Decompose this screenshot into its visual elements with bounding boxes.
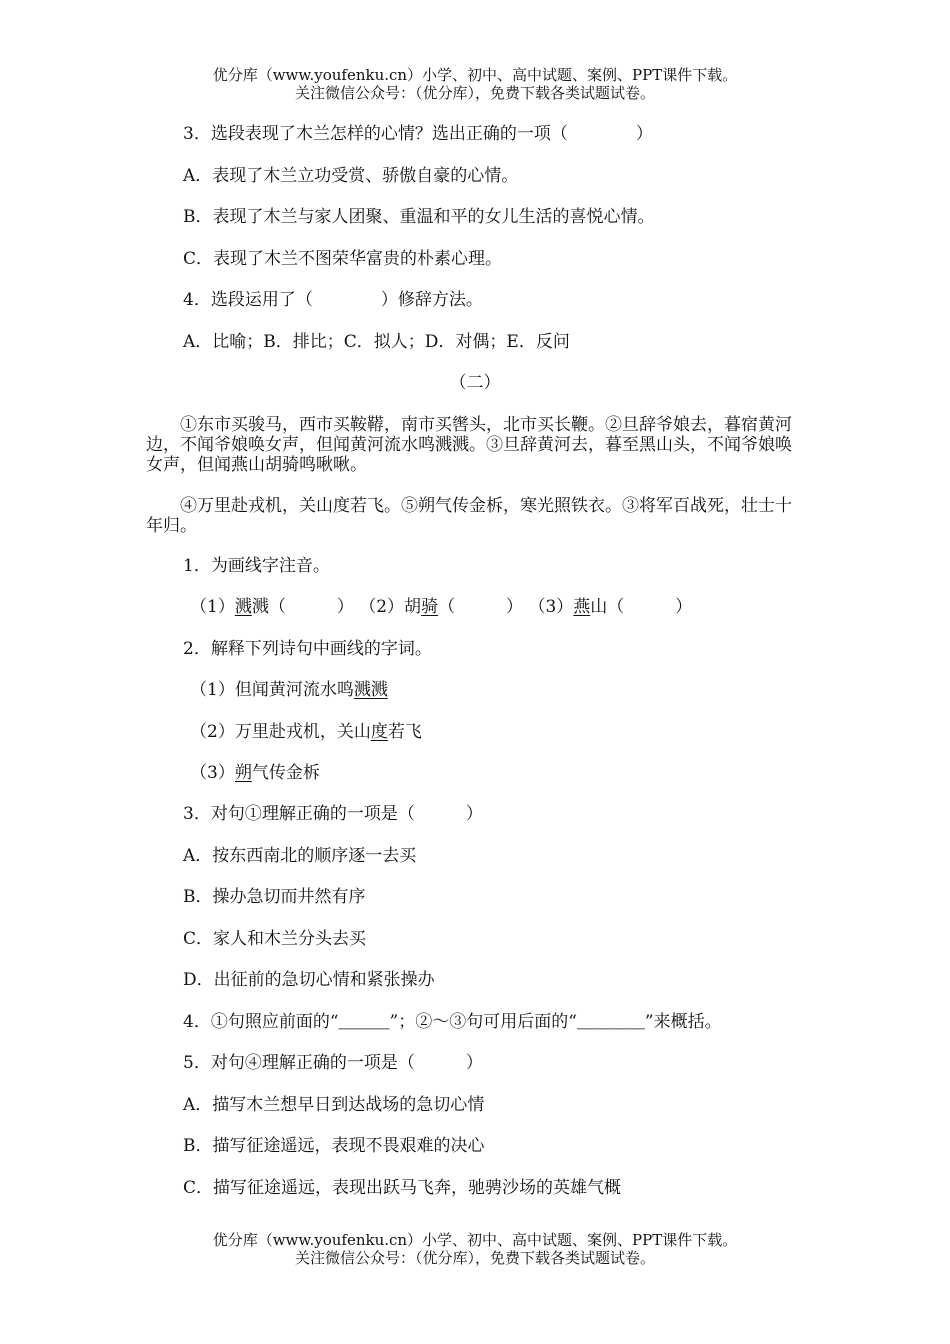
q1-item3-underlined: 燕 xyxy=(573,597,591,617)
q2-item3-text: （3） xyxy=(190,763,235,783)
part2-q5-option-c: C．描写征途遥远，表现出跃马飞奔，驰骋沙场的英雄气概 xyxy=(183,1178,622,1198)
q1-item2-label: （2）胡 xyxy=(359,597,422,617)
page-footer xyxy=(0,1231,950,1267)
q1-item2-blank: （ ） xyxy=(438,597,524,617)
q1-item1-label: （1） xyxy=(190,597,235,617)
part2-q2-item-2 xyxy=(190,722,422,742)
q2-item2-underlined: 度 xyxy=(370,722,388,742)
part2-question-4: 4．①句照应前面的“＿＿＿”；②～③句可用后面的“＿＿＿＿”来概括。 xyxy=(183,1012,722,1032)
footer-line-1: 优分库（www.youfenku.cn）小学、初中、高中试题、案例、PPT课件下载。 xyxy=(212,1231,738,1249)
poem-passage-1: ①东市买骏马，西市买鞍鞯，南市买辔头，北市买长鞭。②旦辞爷娘去，暮宿黄河边，不闻爷娘唤女声，但闻黄河流水鸣溅溅。③旦辞黄河去，暮至黑山头，不闻爷娘唤女声，但闻燕山胡骑鸣啾啾。 xyxy=(146,415,792,475)
q2-item1-underlined: 溅溅 xyxy=(353,680,388,700)
part2-question-2: 2．解释下列诗句中画线的字词。 xyxy=(183,639,432,659)
part2-q3-option-c: C．家人和木兰分头去买 xyxy=(183,929,367,949)
part1-question-3: 3．选段表现了木兰怎样的心情？选出正确的一项（ ） xyxy=(183,124,653,144)
q2-item2-text: （2）万里赴戎机，关山 xyxy=(190,722,371,742)
section-heading: （二） xyxy=(449,373,501,393)
page-header xyxy=(0,66,950,102)
part2-q1-items xyxy=(190,597,692,617)
header-line-1: 优分库（www.youfenku.cn）小学、初中、高中试题、案例、PPT课件下载。 xyxy=(212,66,738,84)
part2-question-1: 1．为画线字注音。 xyxy=(183,556,330,576)
q2-item3-underlined: 朔 xyxy=(234,763,252,783)
part2-q3-option-a: A．按东西南北的顺序逐一去买 xyxy=(183,846,417,866)
part1-question-4: 4．选段运用了（ ）修辞方法。 xyxy=(183,290,483,310)
part2-q3-option-d: D．出征前的急切心情和紧张操办 xyxy=(183,970,435,990)
part2-q5-option-a: A．描写木兰想早日到达战场的急切心情 xyxy=(183,1095,485,1115)
q1-item3-label: （3） xyxy=(528,597,574,617)
q2-item3-text-end: 气传金柝 xyxy=(251,763,320,783)
q2-item2-text-end: 若飞 xyxy=(387,722,422,742)
poem-passage-2: ④万里赴戎机，关山度若飞。⑤朔气传金柝，寒光照铁衣。③将军百战死，壮士十年归。 xyxy=(146,496,792,536)
part1-q3-option-b: B．表现了木兰与家人团聚、重温和平的女儿生活的喜悦心情。 xyxy=(183,207,655,227)
q1-item3-blank: 山（ ） xyxy=(590,597,693,617)
part2-q5-option-b: B．描写征途遥远，表现不畏艰难的决心 xyxy=(183,1136,485,1156)
header-line-2: 关注微信公众号：（优分库），免费下载各类试题试卷。 xyxy=(294,84,655,102)
part1-q3-option-c: C．表现了木兰不图荣华富贵的朴素心理。 xyxy=(183,249,503,269)
q1-item2-underlined: 骑 xyxy=(421,597,439,617)
part2-q2-item-3 xyxy=(190,763,320,783)
part2-question-3: 3．对句①理解正确的一项是（ ） xyxy=(183,804,483,824)
part2-question-5: 5．对句④理解正确的一项是（ ） xyxy=(183,1053,483,1073)
part1-q4-options: A．比喻；B．排比；C．拟人；D．对偶；E．反问 xyxy=(183,332,570,352)
q2-item1-text: （1）但闻黄河流水鸣 xyxy=(190,680,354,700)
part1-q3-option-a: A．表现了木兰立功受赏、骄傲自豪的心情。 xyxy=(183,166,519,186)
part2-q2-item-1 xyxy=(190,680,388,700)
q1-item1-underlined: 溅 xyxy=(234,597,252,617)
footer-line-2: 关注微信公众号：（优分库），免费下载各类试题试卷。 xyxy=(294,1249,655,1267)
q1-item1-blank: 溅（ ） xyxy=(251,597,354,617)
part2-q3-option-b: B．操办急切而井然有序 xyxy=(183,887,366,907)
